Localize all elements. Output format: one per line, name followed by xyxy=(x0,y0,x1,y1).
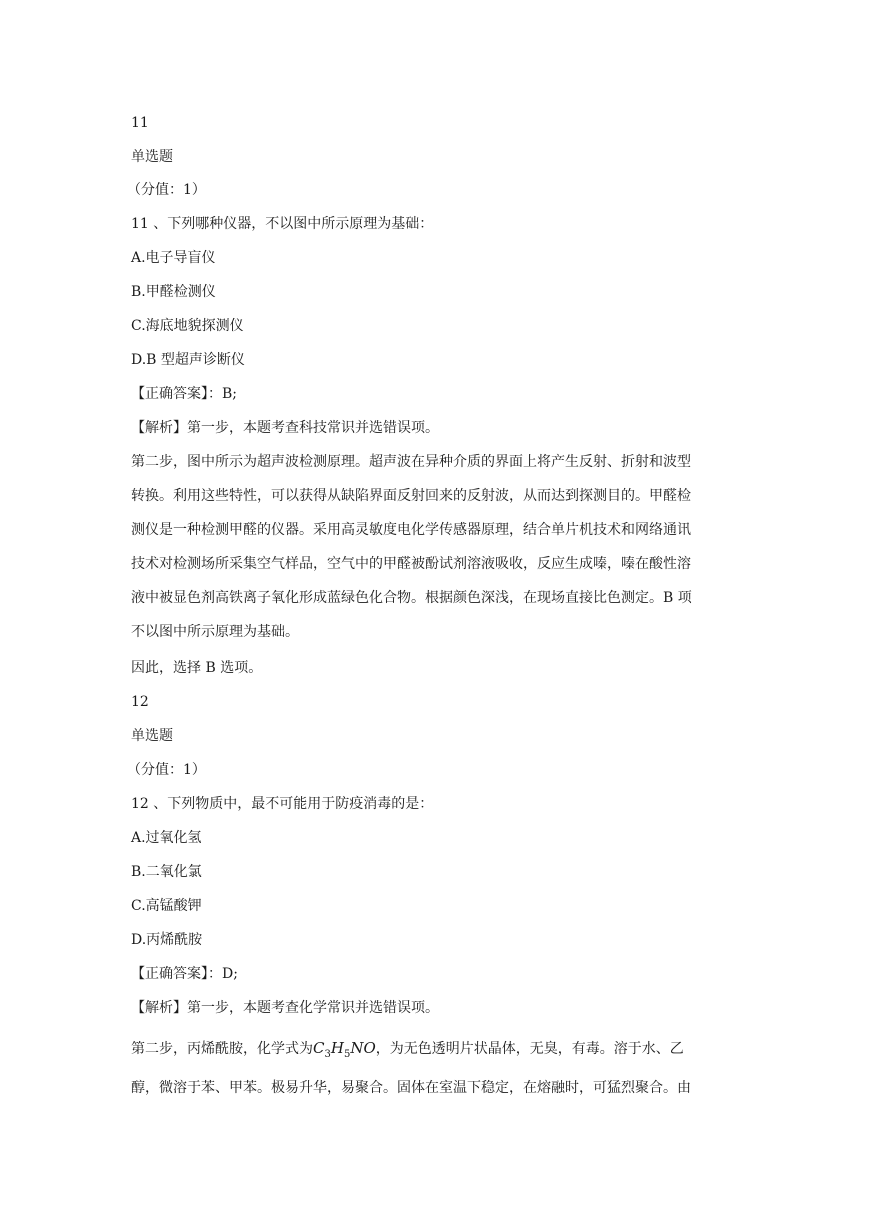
analysis-line: 醇，微溶于苯、甲苯。极易升华，易聚合。固体在室温下稳定，在熔融时，可猛烈聚合。由 xyxy=(131,1080,691,1096)
correct-answer: 【正确答案】：D; xyxy=(131,966,238,982)
question-score: （分值：1） xyxy=(127,762,206,778)
analysis-line: 转换。利用这些特性，可以获得从缺陷界面反射回来的反射波，从而达到探测目的。甲醛检 xyxy=(131,488,691,504)
analysis-line: 不以图中所示原理为基础。 xyxy=(131,624,299,640)
analysis-text: ，为无色透明片状晶体，无臭，有毒。溶于水、乙 xyxy=(375,1041,684,1057)
analysis-step-1: 【解析】第一步，本题考查化学常识并选错误项。 xyxy=(131,1000,439,1016)
conclusion: 因此，选择 B 选项。 xyxy=(131,660,263,676)
analysis-text: 第二步，丙烯酰胺，化学式为 xyxy=(131,1041,313,1057)
analysis-line: 技术对检测场所采集空气样品，空气中的甲醛被酚试剂溶液吸收，反应生成嗪，嗪在酸性溶 xyxy=(131,556,691,572)
correct-answer: 【正确答案】：B; xyxy=(131,386,238,402)
question-score: （分值：1） xyxy=(127,182,206,198)
analysis-line: 测仪是一种检测甲醛的仪器。采用高灵敏度电化学传感器原理，结合单片机技术和网络通讯 xyxy=(131,522,691,538)
question-text: 12 、下列物质中，最不可能用于防疫消毒的是： xyxy=(131,796,434,812)
question-type: 单选题 xyxy=(131,149,173,165)
option-b: B.二氧化氯 xyxy=(131,864,202,880)
question-number: 12 xyxy=(131,694,149,710)
analysis-line: 第二步，图中所示为超声波检测原理。超声波在异种介质的界面上将产生反射、折射和波型 xyxy=(131,454,691,470)
analysis-step-2-first-line xyxy=(131,1038,684,1065)
chemical-formula: $C_3H_5NO$ xyxy=(313,1039,376,1060)
option-b: B.甲醛检测仪 xyxy=(131,284,216,300)
option-d: D.丙烯酰胺 xyxy=(131,932,203,948)
option-c: C.高锰酸钾 xyxy=(131,898,202,914)
question-text: 11 、下列哪种仪器，不以图中所示原理为基础： xyxy=(131,216,434,232)
analysis-step-2 xyxy=(131,445,743,649)
option-c: C.海底地貌探测仪 xyxy=(131,318,244,334)
option-d: D.B 型超声诊断仪 xyxy=(131,352,245,368)
option-a: A.电子导盲仪 xyxy=(131,250,216,266)
analysis-line: 液中被显色剂高铁离子氧化形成蓝绿色化合物。根据颜色深浅，在现场直接比色测定。B 项 xyxy=(131,590,692,606)
question-number: 11 xyxy=(131,115,149,131)
question-type: 单选题 xyxy=(131,728,173,744)
option-a: A.过氧化氢 xyxy=(131,830,202,846)
analysis-step-1: 【解析】第一步，本题考查科技常识并选错误项。 xyxy=(131,420,439,436)
